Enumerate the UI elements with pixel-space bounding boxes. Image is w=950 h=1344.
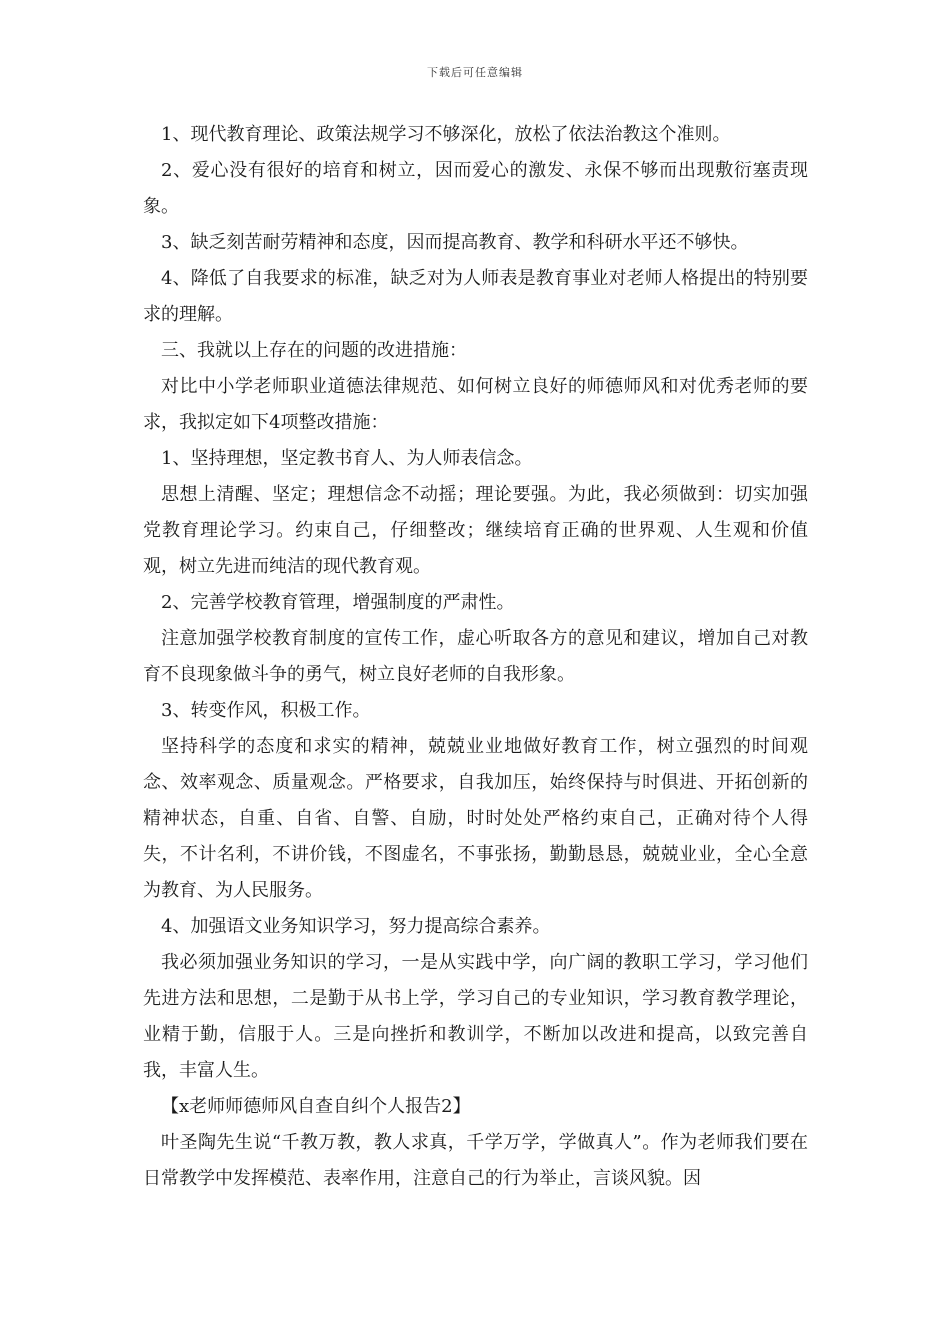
paragraph: 叶圣陶先生说“千教万教，教人求真，千学万学，学做真人”。作为老师我们要在日常教学中发挥模范、表率作用，注意自己的行为举止，言谈风貌。因 [143, 1132, 808, 1189]
paragraph: 坚持科学的态度和求实的精神，兢兢业业地做好教育工作，树立强烈的时间观念、效率观念、质量观念。严格要求，自我加压，始终保持与时俱进、开拓创新的精神状态，自重、自省、自警、自励，时时处处严格约束自己，正确对待个人得失，不计名利，不讲价钱，不图虚名，不事张扬，勤勤恳恳，兢兢业业，全心全意为教育、为人民服务。 [143, 736, 808, 901]
paragraph: 对比中小学老师职业道德法律规范、如何树立良好的师德师风和对优秀老师的要求，我拟定如下4项整改措施： [143, 376, 808, 433]
report-title: 【x老师师德师风自查自纠个人报告2】 [161, 1096, 471, 1117]
paragraph: 4、降低了自我要求的标准，缺乏对为人师表是教育事业对老师人格提出的特别要求的理解。 [143, 268, 808, 325]
paragraph: 思想上清醒、坚定；理想信念不动摇；理论要强。为此，我必须做到：切实加强党教育理论学习。约束自己，仔细整改；继续培育正确的世界观、人生观和价值观，树立先进而纯洁的现代教育观。 [143, 484, 808, 577]
measure-heading: 1、坚持理想，坚定教书育人、为人师表信念。 [161, 448, 533, 469]
measure-heading: 4、加强语文业务知识学习，努力提高综合素养。 [161, 916, 551, 937]
section-heading: 三、我就以上存在的问题的改进措施： [161, 340, 467, 361]
paragraph: 注意加强学校教育制度的宣传工作，虚心听取各方的意见和建议，增加自己对教育不良现象做斗争的勇气，树立良好老师的自我形象。 [143, 628, 808, 685]
measure-heading: 2、完善学校教育管理，增强制度的严肃性。 [161, 592, 515, 613]
document-body [143, 117, 808, 1197]
paragraph: 3、缺乏刻苦耐劳精神和态度，因而提高教育、教学和科研水平还不够快。 [161, 232, 749, 253]
page-header: 下载后可任意编辑 [427, 66, 523, 79]
paragraph: 2、爱心没有很好的培育和树立，因而爱心的激发、永保不够而出现敷衍塞责现象。 [143, 160, 808, 217]
paragraph: 我必须加强业务知识的学习，一是从实践中学，向广阔的教职工学习，学习他们先进方法和思想，二是勤于从书上学，学习自己的专业知识，学习教育教学理论，业精于勤，信服于人。三是向挫折和教训学，不断加以改进和提高，以致完善自我，丰富人生。 [143, 952, 808, 1081]
measure-heading: 3、转变作风，积极工作。 [161, 700, 371, 721]
paragraph: 1、现代教育理论、政策法规学习不够深化，放松了依法治教这个准则。 [161, 124, 731, 145]
